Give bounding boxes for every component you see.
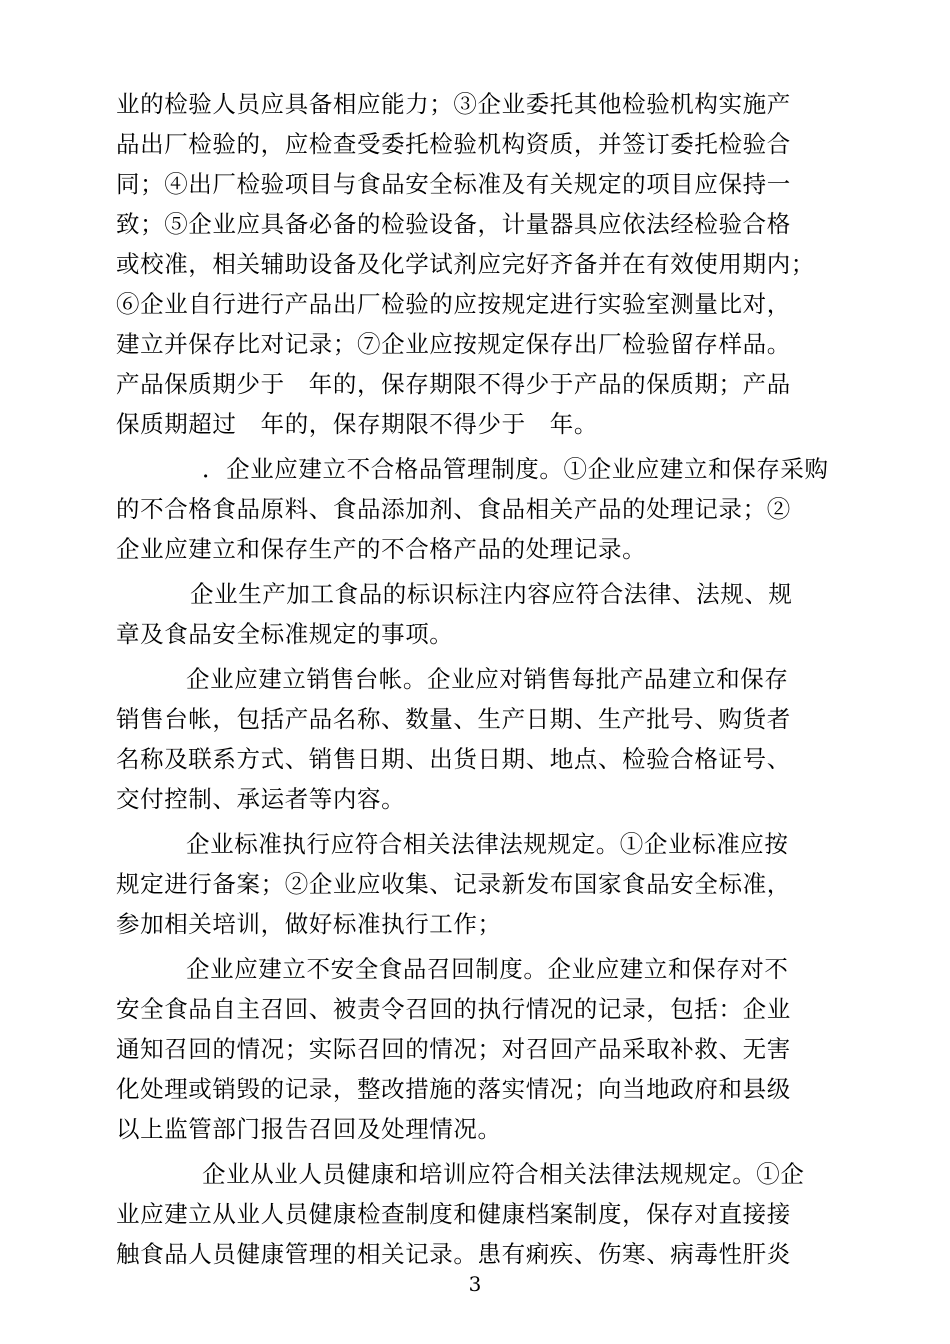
page-number: 3 xyxy=(468,1272,482,1296)
paragraph-4 xyxy=(116,659,832,819)
text-line: 安全食品自主召回、被责令召回的执行情况的记录，包括：企业 xyxy=(116,995,791,1023)
text-line: 触食品人员健康管理的相关记录。患有痢疾、伤寒、病毒性肝炎 xyxy=(116,1240,791,1268)
text-line: ⑥企业自行进行产品出厂检验的应按规定进行实验室测量比对， xyxy=(116,290,791,318)
paragraph-3 xyxy=(116,574,832,654)
text-line: 交付控制、承运者等内容。 xyxy=(116,785,406,813)
text-line: 企业从业人员健康和培训应符合相关法律法规规定。①企 xyxy=(202,1160,805,1188)
paragraph-2 xyxy=(116,449,832,569)
text-line: 的不合格食品原料、食品添加剂、食品相关产品的处理记录；② xyxy=(116,495,791,523)
text-line: 化处理或销毁的记录，整改措施的落实情况；向当地政府和县级 xyxy=(116,1075,791,1103)
paragraph-1 xyxy=(116,84,832,444)
text-line: 名称及联系方式、销售日期、出货日期、地点、检验合格证号、 xyxy=(116,745,791,773)
paragraph-5 xyxy=(116,824,832,944)
text-line: 或校准，相关辅助设备及化学试剂应完好齐备并在有效使用期内； xyxy=(116,250,815,278)
text-line: 销售台帐，包括产品名称、数量、生产日期、生产批号、购货者 xyxy=(116,705,791,733)
text-line: 企业应建立和保存生产的不合格产品的处理记录。 xyxy=(116,535,647,563)
text-line: 企业应建立销售台帐。企业应对销售每批产品建立和保存 xyxy=(186,665,789,693)
text-line: 业应建立从业人员健康检查制度和健康档案制度，保存对直接接 xyxy=(116,1200,791,1228)
text-line: 致；⑤企业应具备必备的检验设备，计量器具应依法经检验合格 xyxy=(116,210,791,238)
text-line: 企业应建立不安全食品召回制度。企业应建立和保存对不 xyxy=(186,955,789,983)
text-line: 通知召回的情况；实际召回的情况；对召回产品采取补救、无害 xyxy=(116,1035,791,1063)
text-line: 参加相关培训，做好标准执行工作； xyxy=(116,910,502,938)
text-line: 保质期超过 年的，保存期限不得少于 年。 xyxy=(116,410,598,438)
text-line: 品出厂检验的，应检查受委托检验机构资质，并签订委托检验合 xyxy=(116,130,791,158)
text-line: ．企业应建立不合格品管理制度。①企业应建立和保存采购 xyxy=(202,455,829,483)
paragraph-7 xyxy=(116,1154,832,1274)
text-line: 以上监管部门报告召回及处理情况。 xyxy=(116,1115,502,1143)
text-line: 章及食品安全标准规定的事项。 xyxy=(116,620,454,648)
text-line: 同；④出厂检验项目与食品安全标准及有关规定的项目应保持一 xyxy=(116,170,791,198)
paragraph-6 xyxy=(116,949,832,1149)
text-line: 产品保质期少于 年的，保存期限不得少于产品的保质期；产品 xyxy=(116,370,791,398)
text-line: 规定进行备案；②企业应收集、记录新发布国家食品安全标准， xyxy=(116,870,791,898)
text-line: 业的检验人员应具备相应能力；③企业委托其他检验机构实施产 xyxy=(116,90,791,118)
text-line: 企业标准执行应符合相关法律法规规定。①企业标准应按 xyxy=(186,830,789,858)
text-line: 企业生产加工食品的标识标注内容应符合法律、法规、规 xyxy=(190,580,793,608)
text-line: 建立并保存比对记录；⑦企业应按规定保存出厂检验留存样品。 xyxy=(116,330,791,358)
body-text xyxy=(116,84,832,1274)
